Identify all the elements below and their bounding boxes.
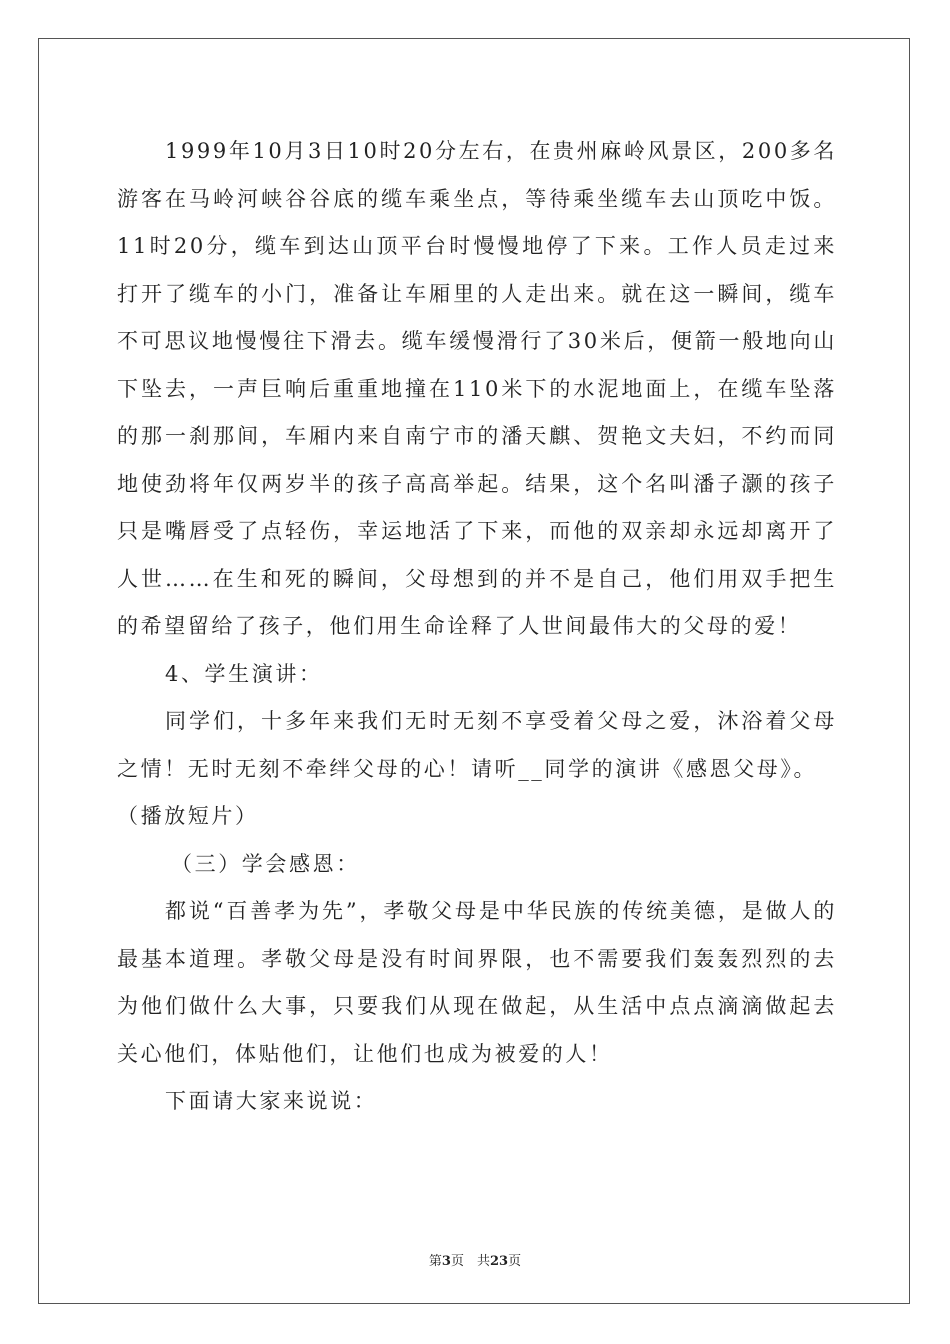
document-body — [117, 128, 837, 1126]
speech-intro-paragraph: 同学们，十多年来我们无时无刻不享受着父母之爱，沐浴着父母之情！无时无刻不牵绊父母的心！请听__同学的演讲《感恩父母》。 — [117, 709, 837, 781]
play-video-note: （播放短片） — [117, 804, 259, 828]
discussion-prompt: 下面请大家来说说： — [165, 1089, 378, 1113]
footer-suffix: 页 — [508, 1254, 522, 1269]
footer-total-pages: 23 — [489, 1254, 509, 1269]
footer-prefix: 第 — [428, 1254, 442, 1269]
footer-mid: 页 共 — [450, 1254, 490, 1269]
story-paragraph: 1999年10月3日10时20分左右，在贵州麻岭风景区，200多名游客在马岭河峡谷谷底的缆车乘坐点，等待乘坐缆车去山顶吃中饭。11时20分，缆车到达山顶平台时慢慢地停了下来。工作人员走过来打开了缆车的小门，准备让车厢里的人走出来。就在这一瞬间，缆车不可思议地慢慢往下滑去。缆车缓慢滑行了30米后，便箭一般地向山下坠去，一声巨响后重重地撞在110米下的水泥地面上，在缆车坠落的那一刹那间，车厢内来自南宁市的潘天麒、贺艳文夫妇，不约而同地使劲将年仅两岁半的孩子高高举起。结果，这个名叫潘子灏的孩子只是嘴唇受了点轻伤，幸运地活了下来，而他的双亲却永远却离开了人世……在生和死的瞬间，父母想到的并不是自己，他们用双手把生的希望留给了孩子，他们用生命诠释了人世间最伟大的父母的爱！ — [117, 139, 837, 638]
section-heading-student-speech: 4、学生演讲： — [165, 661, 323, 686]
footer-current-page: 3 — [441, 1254, 451, 1269]
section-heading-learn-gratitude: （三）学会感恩： — [171, 851, 360, 876]
filial-piety-paragraph: 都说“百善孝为先”，孝敬父母是中华民族的传统美德，是做人的最基本道理。孝敬父母是没有时间界限，也不需要我们轰轰烈烈的去为他们做什么大事，只要我们从现在做起，从生活中点点滴滴做起去关心他们，体贴他们，让他们也成为被爱的人！ — [117, 899, 837, 1066]
page-number-footer — [0, 1250, 950, 1269]
